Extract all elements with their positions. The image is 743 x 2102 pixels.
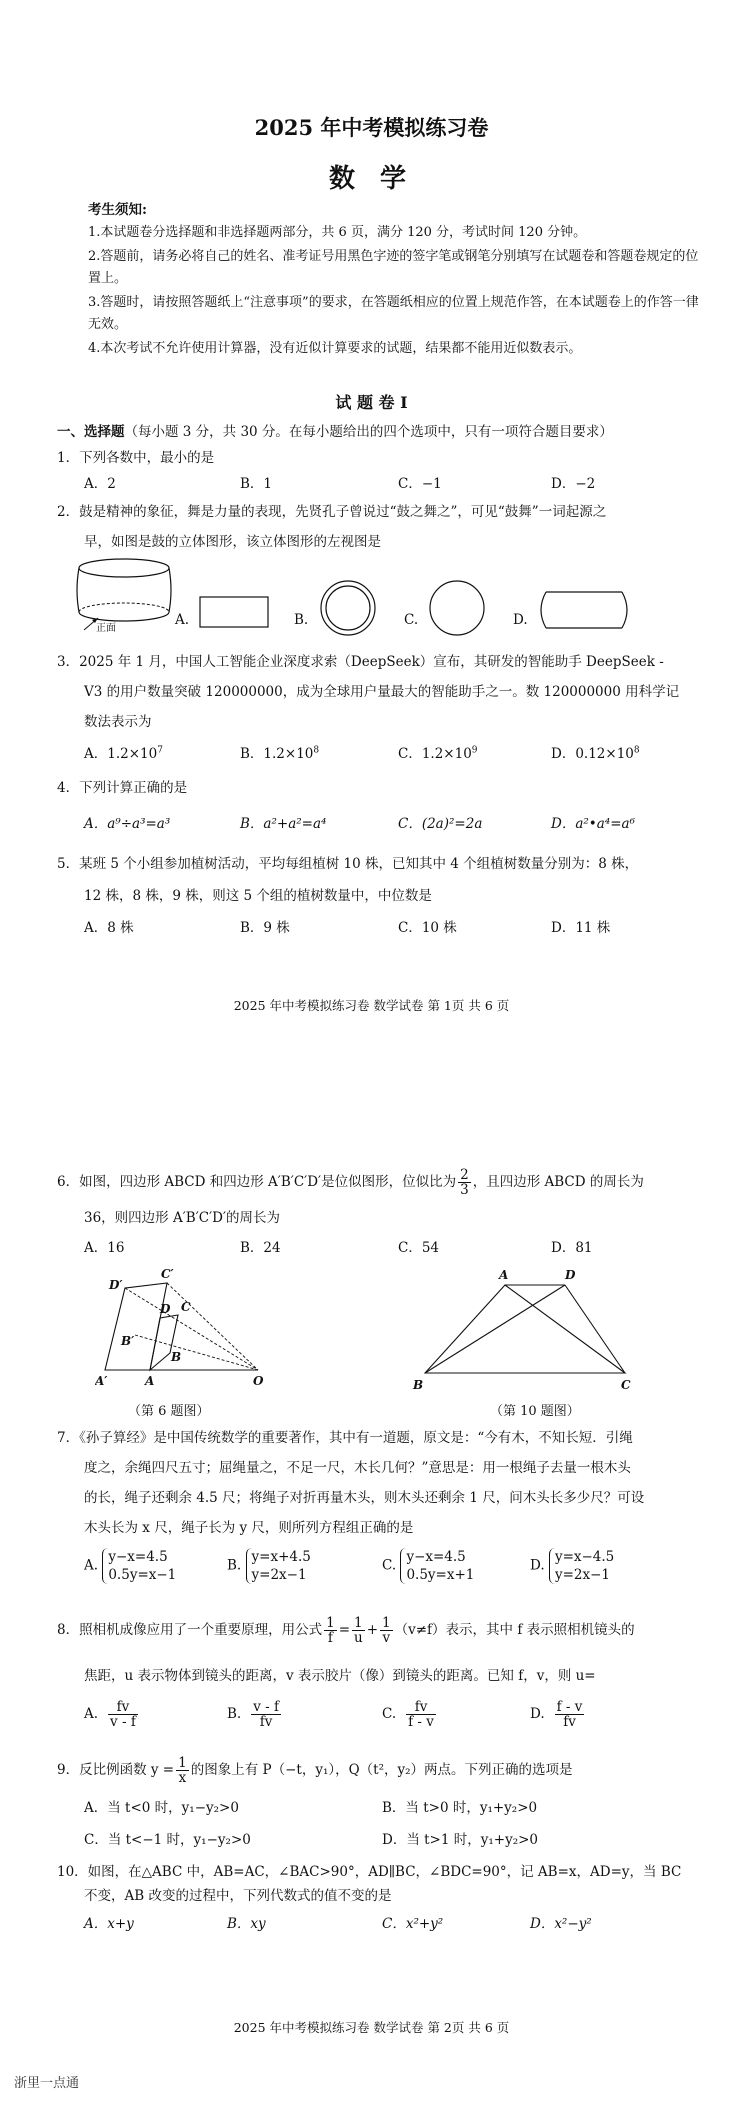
q5-option-a: A．8 株 bbox=[84, 920, 134, 936]
q6-option-c: C．54 bbox=[398, 1240, 440, 1256]
q4-stem: 4．下列计算正确的是 bbox=[57, 780, 188, 796]
q1-option-c: C．−1 bbox=[398, 476, 442, 492]
q10-option-d: D．x²−y² bbox=[530, 1916, 592, 1932]
q2-front-label: 正面 bbox=[96, 623, 116, 634]
q9-option-c: C．当 t<−1 时，y₁−y₂>0 bbox=[84, 1832, 251, 1848]
q10-label-b: B bbox=[413, 1378, 424, 1392]
q9-stem: 9．反比例函数 y = $\frac{1}{x}$ 的图象上有 P（−t，y₁），Q（t²，y₂）两点。下列正确的选项是 bbox=[57, 1755, 573, 1786]
q6-quad-outer bbox=[105, 1283, 167, 1370]
part-label: 一、选择题 bbox=[57, 424, 125, 440]
part-desc: （每小题 3 分，共 30 分。在每小题给出的四个选项中，只有一项符合题目要求） bbox=[124, 424, 613, 440]
notice-item-1: 1.本试题卷分选择题和非选择题两部分，共 6 页，满分 120 分，考试时间 120 分钟。 bbox=[88, 225, 587, 240]
q10-option-c: C．x²+y² bbox=[382, 1916, 444, 1932]
q1-option-a: A．2 bbox=[84, 476, 116, 492]
q10-label-d: D bbox=[565, 1268, 576, 1282]
q8-option-a: A. $\frac{fv}{v - f}$ bbox=[84, 1699, 136, 1730]
q2-stem-line2: 早，如图是鼓的立体图形，该立体图形的左视图是 bbox=[84, 534, 381, 550]
q3-option-a: A．$1.2\times 10^7$ bbox=[84, 745, 163, 762]
q10-option-b: B．xy bbox=[227, 1916, 266, 1932]
q2-stem-line1: 2．鼓是精神的象征，舞是力量的表现，先贤孔子曾说过“鼓之舞之”，可见“鼓舞”一词起源之 bbox=[57, 504, 607, 520]
q8-stem-line2: 焦距，u 表示物体到镜头的距离，v 表示胶片（像）到镜头的距离。已知 f，v，则 u= bbox=[84, 1668, 596, 1684]
q6-label-c-prime: C′ bbox=[161, 1267, 174, 1281]
q4-option-b: B．a²+a²=a⁴ bbox=[240, 816, 327, 832]
q6-label-a-prime: A′ bbox=[95, 1374, 108, 1388]
notice-item-2: 2.答题前，请务必将自己的姓名、准考证号用黑色字迹的签字笔或钢笔分别填写在试题卷和答题卷规定的位置上。 bbox=[88, 249, 699, 286]
notice-item-3: 3.答题时，请按照答题纸上“注意事项”的要求，在答题纸相应的位置上规范作答，在本试题卷上的作答一律无效。 bbox=[88, 295, 699, 332]
q3-stem-line2: V3 的用户数量突破 120000000，成为全球用户量最大的智能助手之一。数 120000000 用科学记 bbox=[84, 684, 680, 700]
q1-option-d: D．−2 bbox=[551, 476, 596, 492]
q1-stem: 1．下列各数中，最小的是 bbox=[57, 450, 215, 466]
notice-item-4: 4.本次考试不允许使用计算器，没有近似计算要求的试题，结果都不能用近似数表示。 bbox=[88, 341, 582, 356]
q4-option-c: C．(2a)²=2a bbox=[398, 816, 483, 832]
q7-stem-line1: 7．《孙子算经》是中国传统数学的重要著作，其中有一道题，原文是：“今有木，不知长短．引绳 bbox=[57, 1430, 633, 1446]
q2-option-c-circle bbox=[427, 578, 487, 638]
q6-option-b: B．24 bbox=[240, 1240, 281, 1256]
q10-stem-line2: 不变，AB 改变的过程中，下列代数式的值不变的是 bbox=[84, 1888, 392, 1904]
q6-option-a: A．16 bbox=[84, 1240, 125, 1256]
subject-title: 数 学 bbox=[328, 164, 415, 194]
q6-label-d-prime: D′ bbox=[109, 1278, 123, 1292]
q7-option-d: D. y=x−4.5 y=2x−1 bbox=[530, 1549, 615, 1583]
drum-figure bbox=[72, 556, 182, 630]
q10-label-c: C bbox=[621, 1378, 631, 1392]
q6-fig-caption: （第 6 题图） bbox=[128, 1404, 210, 1419]
q3-stem-line3: 数法表示为 bbox=[84, 714, 152, 730]
q10-triangle-figure bbox=[405, 1265, 645, 1395]
q3-option-c: C．$1.2\times 10^9$ bbox=[398, 745, 478, 762]
q4-option-d: D．a²•a⁴=a⁶ bbox=[551, 816, 635, 832]
q6-label-d: D bbox=[160, 1302, 171, 1316]
q9-option-d: D．当 t>1 时，y₁+y₂>0 bbox=[382, 1832, 539, 1848]
page-2 bbox=[0, 1150, 743, 2050]
q6-label-b-prime: B′ bbox=[121, 1334, 135, 1348]
q6-label-c: C bbox=[181, 1300, 191, 1314]
q5-option-d: D．11 株 bbox=[551, 920, 611, 936]
exam-title: 2025 年中考模拟练习卷 bbox=[254, 115, 489, 140]
q2-option-c: C. bbox=[404, 612, 419, 628]
q10-label-a: A bbox=[499, 1268, 509, 1282]
q6-label-o: O bbox=[253, 1374, 264, 1388]
q7-stem-line4: 木头长为 x 尺，绳子长为 y 尺，则所列方程组正确的是 bbox=[84, 1520, 414, 1536]
q6-stem-line1: 6．如图，四边形 ABCD 和四边形 A′B′C′D′是位似图形，位似比为 $\frac{2}{3}$ ，且四边形 ABCD 的周长为 bbox=[57, 1167, 644, 1198]
q4-option-a: A．a⁹÷a³=a³ bbox=[84, 816, 171, 832]
q2-option-a-rectangle bbox=[198, 591, 272, 631]
q7-stem-line2: 度之，余绳四尺五寸；屈绳量之，不足一尺，木长几何？”意思是：用一根绳子去量一根木头 bbox=[84, 1460, 631, 1476]
q5-option-b: B．9 株 bbox=[240, 920, 290, 936]
q3-option-d: D．$0.12\times 10^8$ bbox=[551, 745, 640, 762]
part-heading bbox=[57, 420, 613, 440]
q9-option-a: A．当 t<0 时，y₁−y₂>0 bbox=[84, 1800, 239, 1816]
q2-option-a: A. bbox=[175, 612, 190, 628]
q8-stem-line1: 8．照相机成像应用了一个重要原理，用公式 $\frac{1}{f}$ = $\frac{1}{u}$ + $\frac{1}{v}$ （v≠f）表示，其中 f 表示照相机镜头的 bbox=[57, 1615, 635, 1646]
q2-option-d-barrel bbox=[536, 588, 632, 632]
q8-option-c: C. $\frac{fv}{f - v}$ bbox=[382, 1699, 434, 1730]
q3-option-b: B．$1.2\times 10^8$ bbox=[240, 745, 320, 762]
q2-option-b-rings bbox=[318, 578, 378, 638]
q6-label-b: B bbox=[171, 1350, 182, 1364]
q3-stem-line1: 3．2025 年 1 月，中国人工智能企业深度求索（DeepSeek）宣布，其研发的智能助手 DeepSeek - bbox=[57, 654, 664, 670]
q10-stem-line1: 10．如图，在△ABC 中，AB=AC，∠BAC>90°，AD∥BC，∠BDC=90°，记 AB=x，AD=y，当 BC bbox=[57, 1864, 682, 1880]
q7-option-a: A. y−x=4.5 0.5y=x−1 bbox=[84, 1549, 177, 1583]
q8-option-b: B. $\frac{v - f}{fv}$ bbox=[227, 1699, 279, 1730]
q10-option-a: A．x+y bbox=[84, 1916, 134, 1932]
page-1-footer: 2025 年中考模拟练习卷 数学试卷 第 1页 共 6 页 bbox=[233, 998, 510, 1013]
watermark: 浙里一点通 bbox=[14, 2076, 80, 2091]
q6-homothety-figure bbox=[95, 1265, 275, 1395]
q5-stem-line2: 12 株，8 株，9 株，则这 5 个组的植树数量中，中位数是 bbox=[84, 888, 432, 904]
q9-option-b: B．当 t>0 时，y₁+y₂>0 bbox=[382, 1800, 538, 1816]
q2-option-d: D. bbox=[513, 612, 528, 628]
q5-stem-line1: 5．某班 5 个小组参加植树活动，平均每组植树 10 株，已知其中 4 个组植树数量分别为：8 株， bbox=[57, 856, 639, 872]
q1-option-b: B．1 bbox=[240, 476, 273, 492]
q2-option-b: B. bbox=[294, 612, 309, 628]
q6-option-d: D．81 bbox=[551, 1240, 593, 1256]
q6-stem-line2: 36，则四边形 A′B′C′D′的周长为 bbox=[84, 1210, 281, 1226]
q7-option-b: B. y=x+4.5 y=2x−1 bbox=[227, 1549, 311, 1583]
page-1 bbox=[0, 0, 743, 1040]
q6-label-a: A bbox=[145, 1374, 155, 1388]
q5-option-c: C．10 株 bbox=[398, 920, 457, 936]
q7-stem-line3: 的长，绳子还剩余 4.5 尺；将绳子对折再量木头，则木头还剩余 1 尺，问木头长多少尺？可设 bbox=[84, 1490, 645, 1506]
page-2-footer: 2025 年中考模拟练习卷 数学试卷 第 2页 共 6 页 bbox=[233, 2020, 510, 2035]
q7-option-c: C. y−x=4.5 0.5y=x+1 bbox=[382, 1549, 475, 1583]
notice-heading: 考生须知: bbox=[88, 202, 147, 218]
q10-fig-caption: （第 10 题图） bbox=[490, 1404, 580, 1419]
q8-option-d: D. $\frac{f - v}{fv}$ bbox=[530, 1699, 583, 1730]
section-title: 试 题 卷 I bbox=[335, 393, 408, 412]
